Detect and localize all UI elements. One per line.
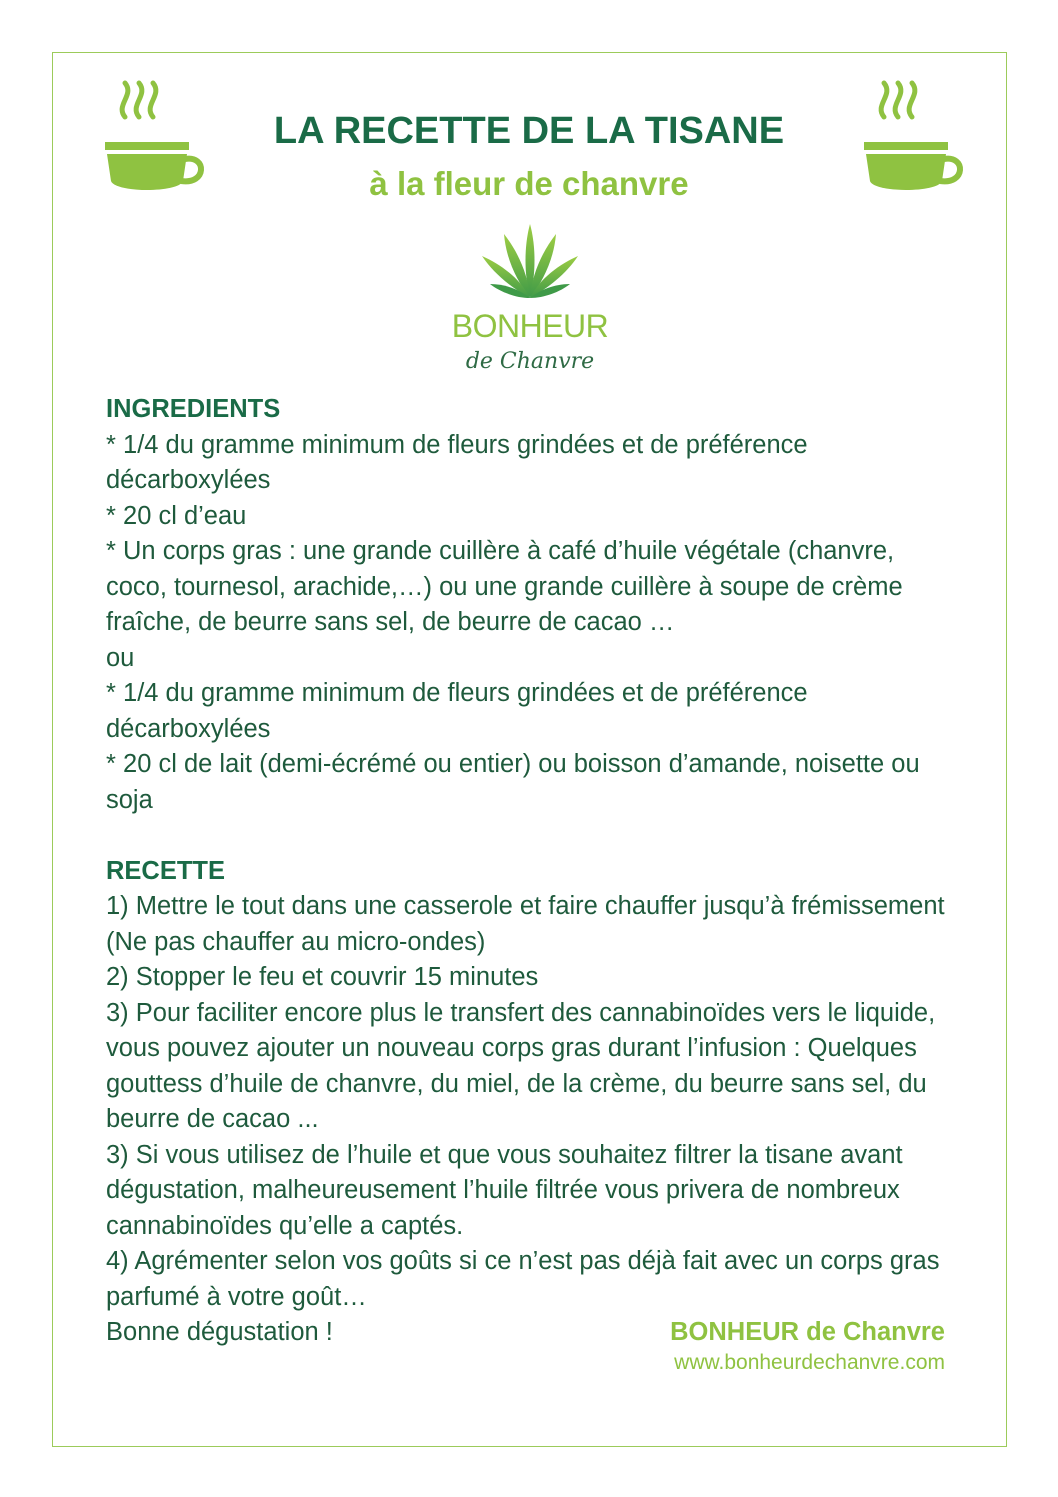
logo-sub-text: de Chanvre xyxy=(465,349,595,374)
recette-step: 1) Mettre le tout dans une casserole et faire chauffer jusqu’à frémissement (Ne pas chauffer au micro-ondes) xyxy=(106,892,945,956)
ingredient-line: * 1/4 du gramme minimum de fleurs grindées et de préférence décarboxylées xyxy=(106,430,808,494)
ingredient-line: * 20 cl de lait (demi-écrémé ou entier) ou boisson d’amande, noisette ou soja xyxy=(106,750,920,814)
page-subtitle: à la fleur de chanvre xyxy=(369,165,689,202)
ingredient-line: ou xyxy=(106,643,135,672)
recette-heading: RECETTE xyxy=(106,856,226,885)
recette-step: 3) Si vous utilisez de l’huile et que vous souhaitez filtrer la tisane avant dégustation, malheureusement l’huile filtrée vous privera de nombreux cannabinoïdes qu’elle a captés. xyxy=(106,1140,903,1240)
footer-brand: BONHEUR de Chanvre xyxy=(670,1318,945,1346)
ingredient-line: * 1/4 du gramme minimum de fleurs grindées et de préférence décarboxylées xyxy=(106,679,808,743)
section-spacer xyxy=(106,818,956,854)
page-title: LA RECETTE DE LA TISANE xyxy=(273,110,785,152)
recette-step: 4) Agrémenter selon vos goûts si ce n’est pas déjà fait avec un corps gras parfumé à votre goût… xyxy=(106,1247,940,1311)
hemp-leaf-icon xyxy=(478,222,582,304)
logo-brand-text: BONHEUR xyxy=(451,308,609,344)
closing-line: Bonne dégustation ! xyxy=(106,1318,333,1346)
ingredients-heading: INGREDIENTS xyxy=(106,395,281,423)
recette-step: 3) Pour faciliter encore plus le transfert des cannabinoïdes vers le liquide, vous pouvez ajouter un nouveau corps gras durant l’infusion : Quelques gouttess d’huile de chanvre, du miel, de la crème, du beurre sans sel, du beurre de cacao ... xyxy=(106,998,936,1133)
ingredient-line: * 20 cl d’eau xyxy=(106,501,247,530)
footer-signature xyxy=(670,1315,945,1376)
recette-step: 2) Stopper le feu et couvrir 15 minutes xyxy=(106,963,539,991)
ingredient-line: * Un corps gras : une grande cuillère à café d’huile végétale (chanvre, coco, tournesol, arachide,…) ou une grande cuillère à soupe de crème fraîche, de beurre sans sel, de beurre de cacao … xyxy=(106,537,903,636)
recipe-body xyxy=(106,392,956,1351)
footer-url-link[interactable]: www.bonheurdechanvre.com xyxy=(674,1351,945,1374)
brand-logo xyxy=(440,222,620,382)
